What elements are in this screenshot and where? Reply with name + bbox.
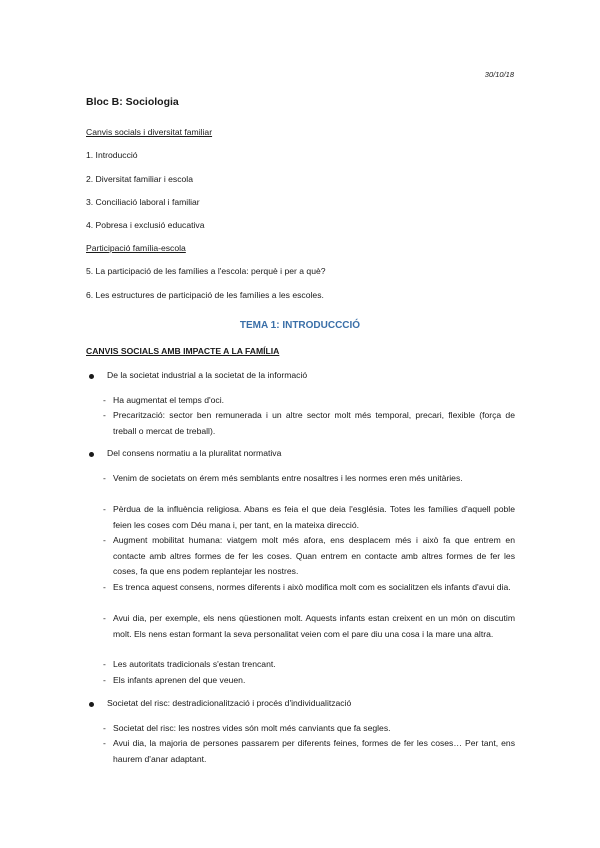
bullet-icon [89,374,94,379]
list-item: 6. Les estructures de participació de les famílies a les escoles. [86,290,324,300]
bullet-icon [89,702,94,707]
section-heading-canvis: Canvis socials i diversitat familiar [86,127,213,137]
tema-title: TEMA 1: INTRODUCCCIÓ [239,320,361,331]
dash-item: - Venim de societats on érem més semblants entre nosaltres i les normes eren més unitàries. [103,473,463,483]
document-page: 30/10/18 Bloc B: Sociologia Canvis socials i diversitat familiar 1. Introducció 2. Diversitat familiar i escola 3. Conciliació laboral i familiar 4. Pobresa i exclusió educativa Participació família-escola 5. La participació de les famílies a l'escola: perquè i per a què? 6. Les estructures de participació de les famílies a les escoles. TEMA 1: INTRODUCCCIÓ CANVIS SOCIALS AMB IMPACTE A LA FAMÍLIA De la societat industrial a la societat de la informació - Ha augmentat el temps d'oci. - Precarització: sector ben remunerada i un altre sector molt més temporal, precari, flexible (força de treball o mercat de treball). Del consens normatiu a la pluralitat normativa - Venim de societats on érem més semblants entre nosaltres i les normes eren més unitàries. - Pèrdua de la influència religiosa. Abans es feia el que deia l'església. Totes les famílies d'aquell poble feien les coses com Déu mana i, per tant, en la mateixa direcció. - Augment mobilitat humana: viatgem molt més afora, ens desplacem més i això fa que entrem en contacte amb altres formes de fer les coses. Quan entrem en contacte amb altres formes de fer les coses, fa que ens podem replantejar les nostres. - Es trenca aquest consens, normes diferents i això modifica molt com es socialitzen els infants d'avui dia. - Avui dia, per exemple, els nens qüestionen molt. Aquests infants estan creixent en un món on discutim molt. Els nens estan formant la seva personalitat veien com el pare diu una cosa i la mare una altra. - Les autoritats tradicionals s'estan trencant. - Els infants aprenen del que veuen. Societat del risc: destradicionalització i procés d'individualització - Societat del risc: les nostres vides són molt més canviants que fa segles. - Avui dia, la majoria de persones passarem per diferents feines, formes de fer les coses… Per tant, ens haurem d'anar adaptant. [0,0,600,848]
dash-item: - Avui dia, per exemple, els nens qüestionen molt. Aquests infants estan creixent en un món on discutim molt. Els nens estan formant la seva personalitat veien com el pare diu una cosa i la mare una altra. [103,613,515,639]
page-title: Bloc B: Sociologia [86,96,179,108]
section-heading-participacio: Participació família-escola [86,243,186,253]
list-item: 2. Diversitat familiar i escola [86,174,193,184]
dash-item: - Precarització: sector ben remunerada i un altre sector molt més temporal, precari, flexible (força de treball o mercat de treball). [103,410,515,436]
dash-item: - Ha augmentat el temps d'oci. [103,395,225,405]
dash-item: - Els infants aprenen del que veuen. [103,675,246,685]
dash-item: - Es trenca aquest consens, normes diferents i això modifica molt com es socialitzen els infants d'avui dia. [103,582,511,592]
dash-item: - Avui dia, la majoria de persones passarem per diferents feines, formes de fer les coses… Per tant, ens haurem d'anar adaptant. [103,738,515,764]
list-item: 3. Conciliació laboral i familiar [86,197,200,207]
list-item: 1. Introducció [86,150,138,160]
list-item: 4. Pobresa i exclusió educativa [86,220,205,230]
date: 30/10/18 [484,70,514,79]
dash-item: - Les autoritats tradicionals s'estan trencant. [103,659,276,669]
dash-item: - Augment mobilitat humana: viatgem molt més afora, ens desplacem més i això fa que entrem en contacte amb altres formes de fer les coses. Quan entrem en contacte amb altres formes de fer les coses, fa que ens podem replantejar les nostres. [103,535,515,576]
subheading: CANVIS SOCIALS AMB IMPACTE A LA FAMÍLIA [86,346,280,356]
dash-item: - Societat del risc: les nostres vides són molt més canviants que fa segles. [103,723,391,733]
dash-item: - Pèrdua de la influència religiosa. Abans es feia el que deia l'església. Totes les famílies d'aquell poble feien les coses com Déu mana i, per tant, en la mateixa direcció. [103,504,515,530]
bullet-icon [89,452,94,457]
list-item: 5. La participació de les famílies a l'escola: perquè i per a què? [86,266,326,276]
